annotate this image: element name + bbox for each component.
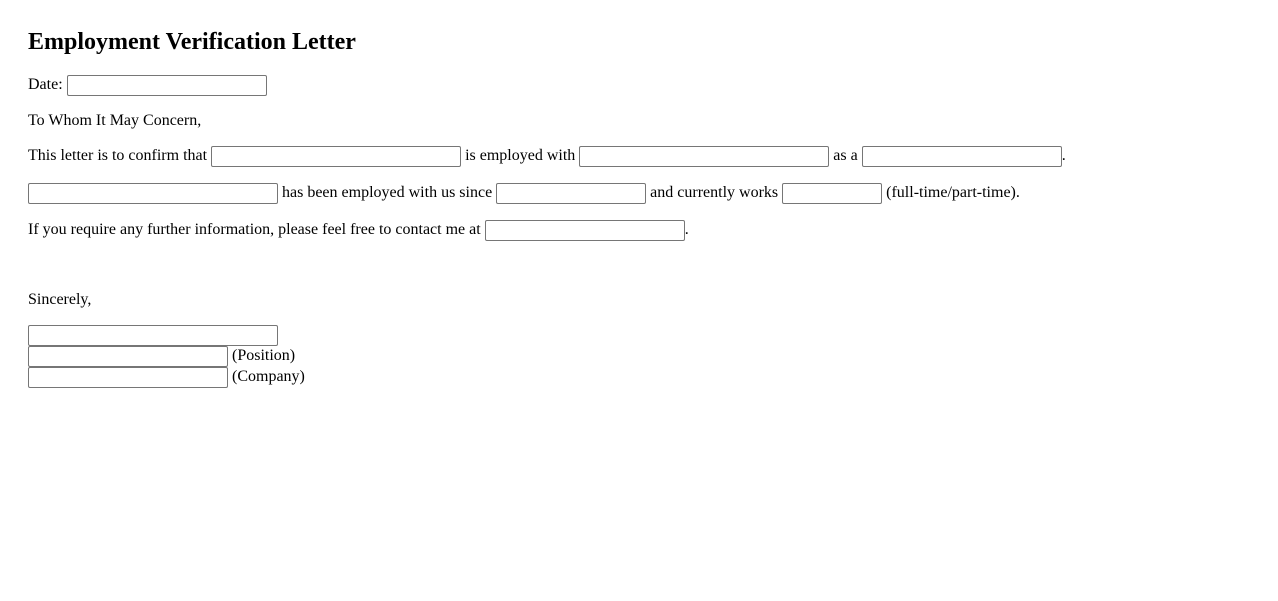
employee-name-repeat-input[interactable] [28,183,278,204]
contact-prefix-text: If you require any further information, please feel free to contact me at [28,221,481,238]
signature-name-input[interactable] [28,325,278,346]
employed-with-text: is employed with [465,147,576,164]
signature-position-input[interactable] [28,346,228,367]
start-date-input[interactable] [496,183,646,204]
contact-row [28,219,689,241]
page-title: Employment Verification Letter [28,29,356,55]
salutation-text: To Whom It May Concern, [28,112,202,129]
contact-input[interactable] [485,220,685,241]
date-row [28,74,267,96]
position-label: (Position) [232,347,296,364]
confirm-period-text: . [1061,147,1066,164]
confirm-prefix-text: This letter is to confirm that [28,147,208,164]
job-title-input[interactable] [862,146,1062,167]
closing-row [28,289,91,311]
employment-type-text: (full-time/part-time). [886,184,1020,201]
company-name-input[interactable] [579,146,829,167]
signature-position-row [28,345,295,367]
confirm-row [28,145,1066,167]
since-row [28,182,1020,204]
employee-name-input[interactable] [211,146,461,167]
currently-works-text: and currently works [650,184,779,201]
contact-period-text: . [684,221,689,238]
closing-text: Sincerely, [28,291,92,308]
company-label: (Company) [232,368,305,385]
date-input[interactable] [67,75,267,96]
signature-company-row [28,366,305,388]
date-label: Date: [28,76,63,93]
signature-name-row [28,324,278,346]
signature-company-input[interactable] [28,367,228,388]
employed-since-text: has been employed with us since [282,184,493,201]
as-a-text: as a [833,147,858,164]
work-hours-input[interactable] [782,183,882,204]
salutation-row [28,110,201,132]
